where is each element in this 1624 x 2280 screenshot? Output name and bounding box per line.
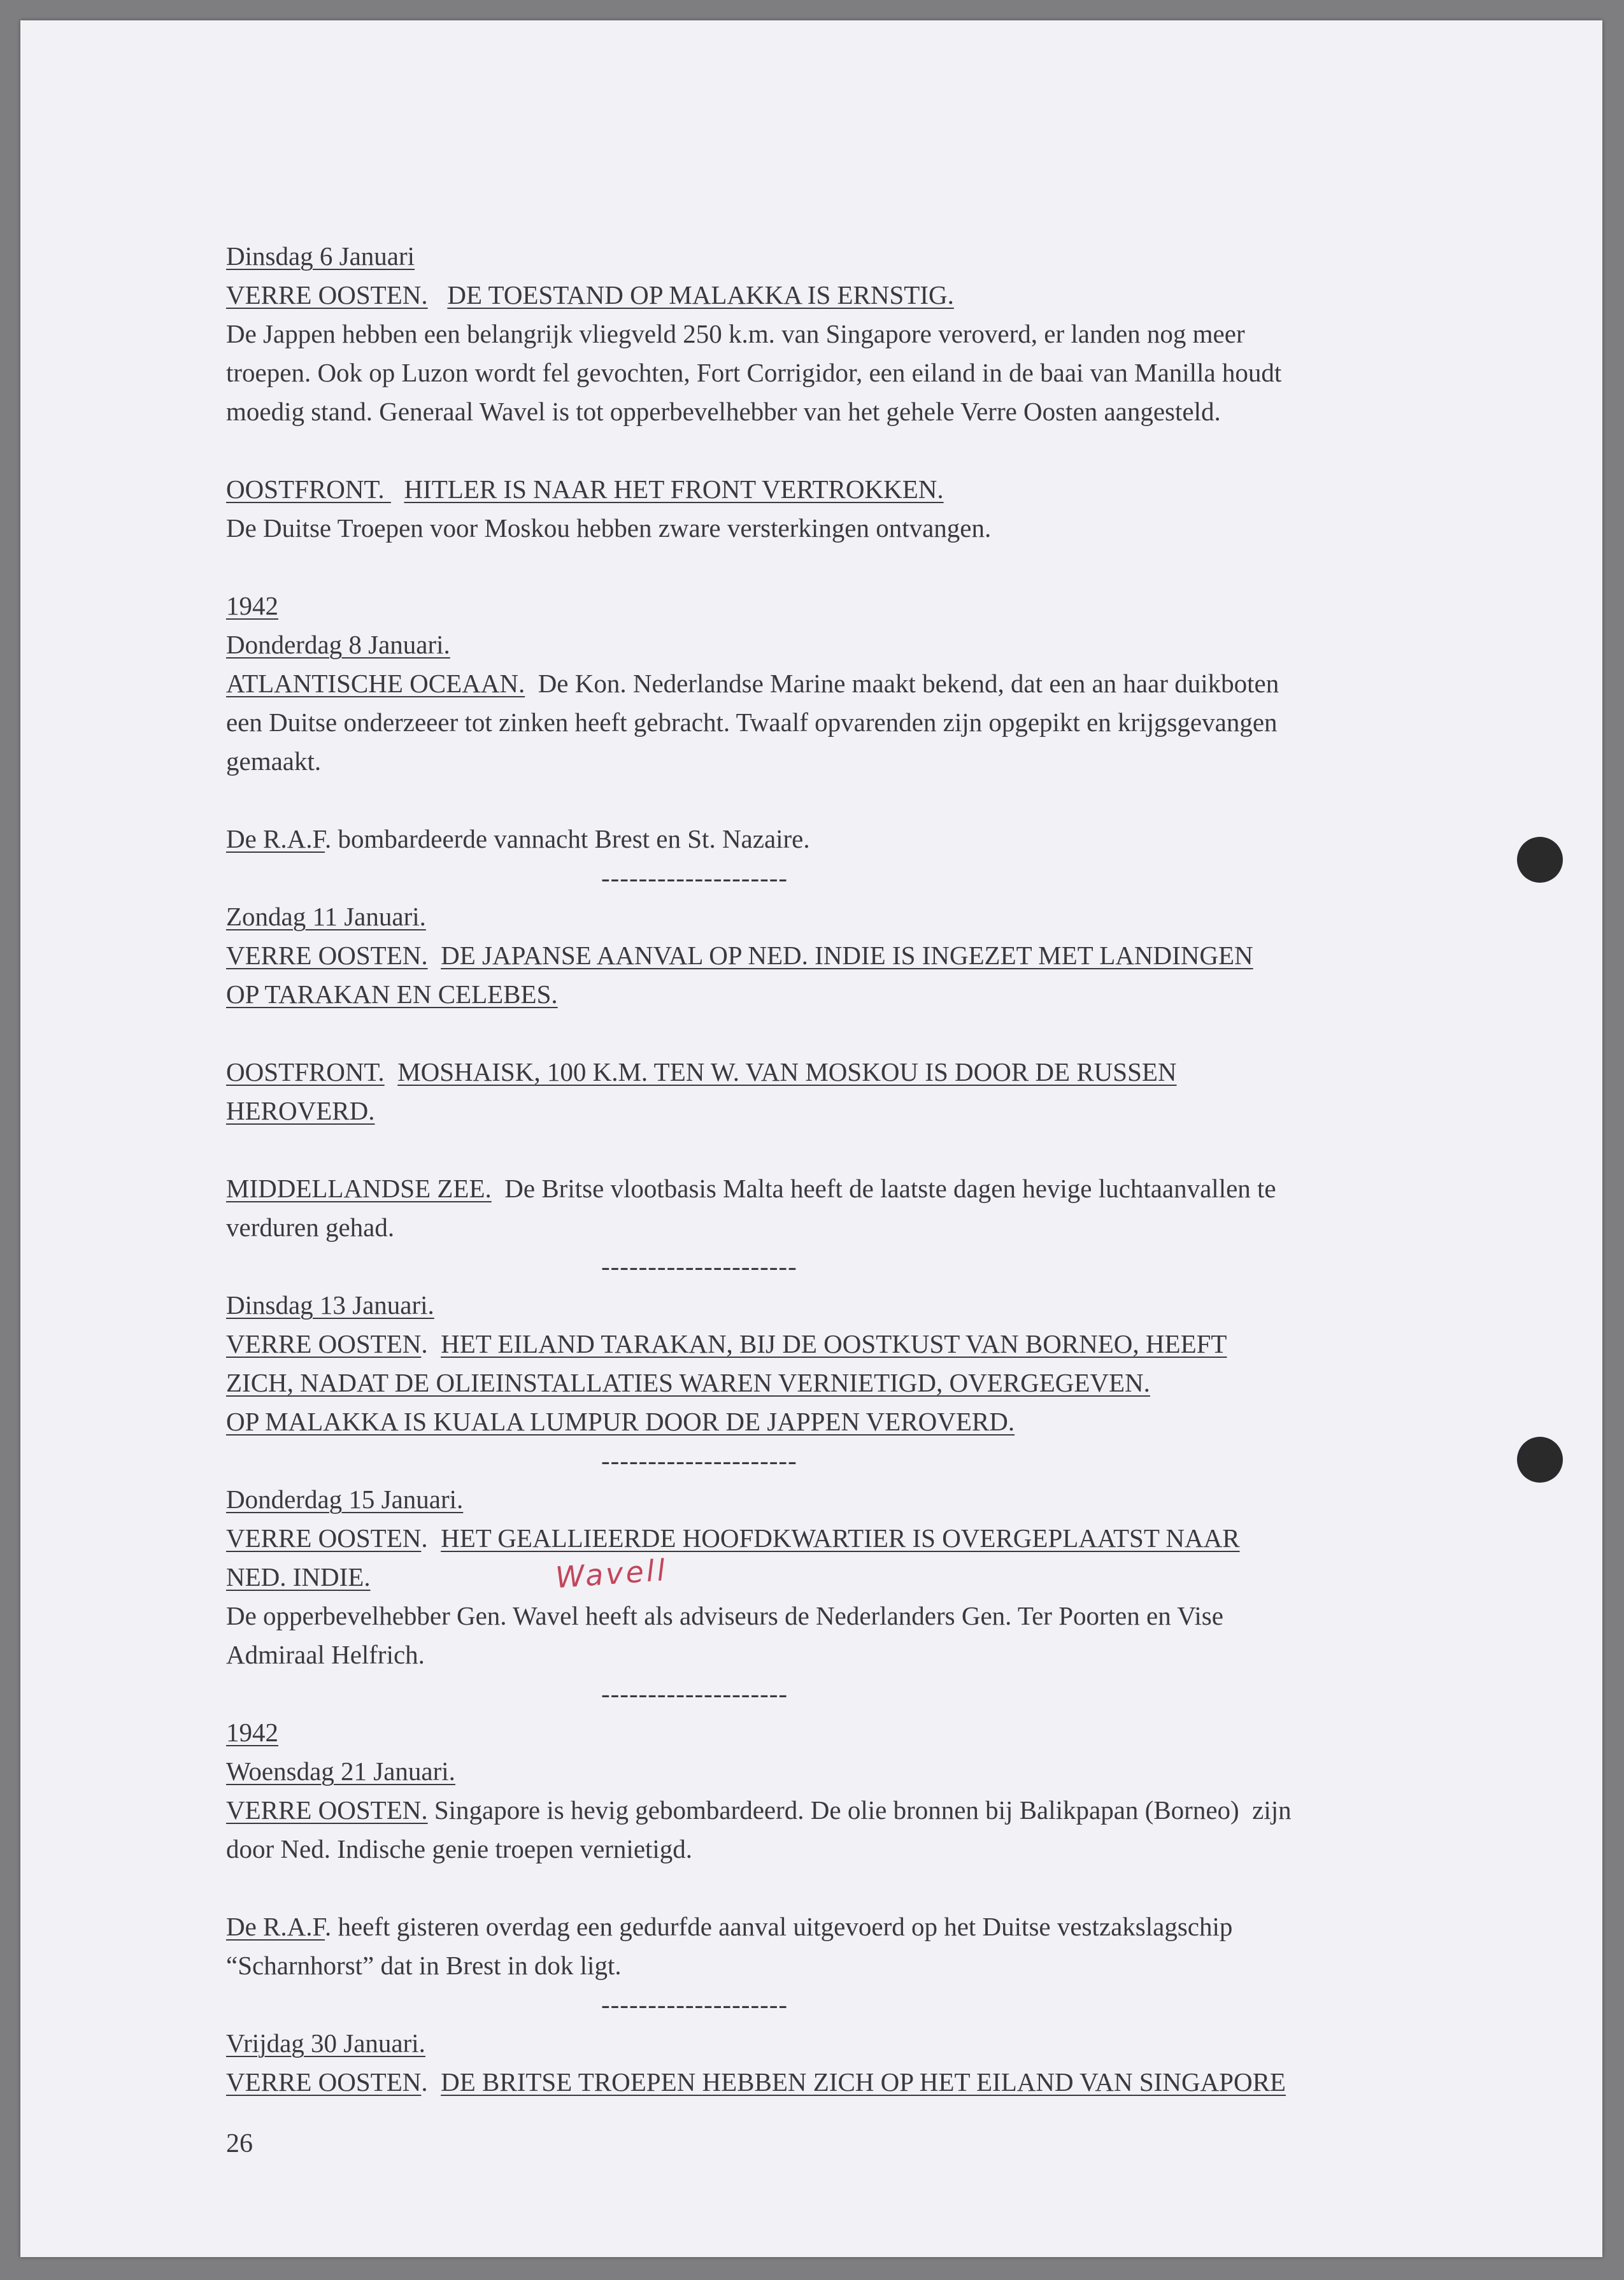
- underlined-text: HET GEALLIEERDE HOOFDKWARTIER IS OVERGEPLAATST NAAR: [441, 1523, 1240, 1553]
- text-line: [226, 513, 991, 543]
- underlined-text: Dinsdag 13 Januari.: [226, 1290, 434, 1320]
- text-line: [226, 1406, 1015, 1437]
- text-segment: De Britse vlootbasis Malta heeft de laatste dagen hevige luchtaanvallen te: [491, 1174, 1276, 1203]
- underlined-text: Zondag 11 Januari.: [226, 902, 426, 931]
- text-segment: gemaakt.: [226, 746, 322, 776]
- underlined-text: HITLER IS NAAR HET FRONT VERTROKKEN.: [404, 474, 944, 504]
- underlined-text: DE BRITSE TROEPEN HEBBEN ZICH OP HET EILAND VAN SINGAPORE: [441, 2067, 1286, 2097]
- underlined-text: OOSTFRONT.: [226, 474, 391, 504]
- underlined-text: OP MALAKKA IS KUALA LUMPUR DOOR DE JAPPEN VEROVERD.: [226, 1407, 1015, 1436]
- underlined-text: MOSHAISK, 100 K.M. TEN W. VAN MOSKOU IS DOOR DE RUSSEN: [397, 1057, 1177, 1087]
- underlined-text: Woensdag 21 Januari.: [226, 1756, 455, 1786]
- text-line: [226, 318, 1245, 349]
- text-segment: door Ned. Indische genie troepen vernietigd.: [226, 1834, 693, 1863]
- text-line: [226, 2067, 1286, 2097]
- text-segment: [428, 280, 448, 310]
- text-line: [226, 396, 1221, 427]
- text-line: [226, 629, 450, 660]
- handwritten-annotation: Wavell: [554, 1552, 669, 1595]
- text-segment: De Kon. Nederlandse Marine maakt bekend, dat een an haar duikboten: [525, 669, 1279, 698]
- separator-line: [601, 862, 788, 893]
- text-segment: .: [421, 2067, 441, 2097]
- underlined-text: OOSTFRONT.: [226, 1057, 385, 1087]
- text-line: [226, 1484, 463, 1514]
- text-line: [226, 590, 278, 621]
- text-line: [226, 357, 1281, 388]
- text-line: [226, 1717, 278, 1748]
- text-segment: moedig stand. Generaal Wavel is tot opperbevelhebber van het gehele Verre Oosten aangesteld.: [226, 397, 1221, 426]
- punch-hole-upper: [1517, 837, 1563, 883]
- text-segment: verduren gehad.: [226, 1213, 395, 1242]
- text-segment: De Duitse Troepen voor Moskou hebben zware versterkingen ontvangen.: [226, 513, 992, 543]
- punch-hole-lower: [1517, 1437, 1563, 1483]
- underlined-text: Donderdag 15 Januari.: [226, 1485, 464, 1514]
- underlined-text: ZICH, NADAT DE OLIEINSTALLATIES WAREN VERNIETIGD, OVERGEGEVEN.: [226, 1368, 1150, 1397]
- underlined-text: OP TARAKAN EN CELEBES.: [226, 980, 558, 1009]
- text-line: [226, 668, 1279, 699]
- underlined-text: DE TOESTAND OP MALAKKA IS ERNSTIG.: [447, 280, 954, 310]
- underlined-text: VERRE OOSTEN.: [226, 941, 428, 970]
- separator-line: [601, 1445, 797, 1476]
- underlined-text: De R.A.F: [226, 1912, 325, 1941]
- text-line: [226, 940, 1253, 971]
- text-segment: . bombardeerde vannacht Brest en St. Nazaire.: [325, 824, 810, 853]
- text-line: [226, 2028, 425, 2058]
- text-line: [226, 1095, 374, 1126]
- text-segment: ---------------------: [601, 1446, 797, 1475]
- separator-line: [601, 1989, 788, 2020]
- text-segment: .: [421, 1329, 441, 1358]
- page-number: 26: [226, 2129, 253, 2158]
- text-segment: --------------------: [601, 1679, 788, 1708]
- text-line: [226, 1367, 1150, 1398]
- text-segment: De Jappen hebben een belangrijk vliegveld 250 k.m. van Singapore veroverd, er landen nog meer: [226, 319, 1245, 348]
- separator-line: [601, 1678, 788, 1709]
- text-line: [226, 1523, 1240, 1553]
- text-line: [226, 1911, 1232, 1942]
- text-line: [226, 1639, 425, 1670]
- separator-line: [601, 1251, 797, 1281]
- underlined-text: HET EILAND TARAKAN, BIJ DE OOSTKUST VAN BORNEO, HEEFT: [441, 1329, 1227, 1358]
- text-line: [226, 1795, 1292, 1825]
- text-segment: een Duitse onderzeeer tot zinken heeft gebracht. Twaalf opvarenden zijn opgepikt en krijgsgevangen: [226, 708, 1278, 737]
- text-line: [226, 1562, 371, 1592]
- document-page: [20, 20, 1602, 2257]
- text-line: [226, 1756, 455, 1786]
- text-line: [226, 1057, 1177, 1087]
- text-line: [226, 707, 1278, 737]
- underlined-text: 1942: [226, 1718, 278, 1747]
- text-segment: Singapore is hevig gebombardeerd. De olie bronnen bij Balikpapan (Borneo) zijn: [427, 1795, 1292, 1825]
- text-segment: “Scharnhorst” dat in Brest in dok ligt.: [226, 1951, 622, 1980]
- text-segment: troepen. Ook op Luzon wordt fel gevochten, Fort Corrigidor, een eiland in de baai van Manilla houdt: [226, 358, 1282, 387]
- text-line: [226, 901, 426, 932]
- underlined-text: Vrijdag 30 Januari.: [226, 2028, 425, 2058]
- underlined-text: De R.A.F: [226, 824, 325, 853]
- underlined-text: VERRE OOSTEN: [226, 2067, 422, 2097]
- underlined-text: Donderdag 8 Januari.: [226, 630, 450, 659]
- text-line: [226, 1329, 1227, 1359]
- text-line: [226, 1950, 622, 1981]
- underlined-text: DE JAPANSE AANVAL OP NED. INDIE IS INGEZET MET LANDINGEN: [441, 941, 1253, 970]
- text-segment: De opperbevelhebber Gen. Wavel heeft als adviseurs de Nederlanders Gen. Ter Poorten en Vise: [226, 1601, 1223, 1630]
- text-line: [226, 474, 944, 504]
- text-line: [226, 1290, 434, 1320]
- text-segment: [428, 941, 441, 970]
- text-line: [226, 1212, 394, 1243]
- underlined-text: VERRE OOSTEN: [226, 1329, 422, 1358]
- text-line: [226, 823, 810, 854]
- text-segment: [385, 1057, 398, 1087]
- underlined-text: 1942: [226, 591, 278, 620]
- underlined-text: MIDDELLANDSE ZEE.: [226, 1174, 492, 1203]
- text-segment: .: [421, 1523, 441, 1553]
- underlined-text: VERRE OOSTEN: [226, 1523, 422, 1553]
- underlined-text: NED. INDIE.: [226, 1562, 371, 1592]
- text-line: [226, 1173, 1276, 1204]
- underlined-text: ATLANTISCHE OCEAAN.: [226, 669, 525, 698]
- text-segment: [391, 474, 404, 504]
- text-line: [226, 979, 558, 1009]
- text-segment: --------------------: [601, 863, 788, 892]
- underlined-text: VERRE OOSTEN.: [226, 280, 428, 310]
- text-segment: Admiraal Helfrich.: [226, 1640, 425, 1669]
- text-line: [226, 241, 415, 271]
- text-line: [226, 746, 321, 776]
- text-line: [226, 280, 954, 310]
- text-segment: ---------------------: [601, 1251, 797, 1281]
- text-line: [226, 1600, 1223, 1631]
- underlined-text: Dinsdag 6 Januari: [226, 241, 415, 271]
- underlined-text: VERRE OOSTEN.: [226, 1795, 428, 1825]
- underlined-text: HEROVERD.: [226, 1096, 375, 1125]
- text-line: [226, 1834, 692, 1864]
- text-segment: --------------------: [601, 1990, 788, 2019]
- text-segment: . heeft gisteren overdag een gedurfde aanval uitgevoerd op het Duitse vestzakslagschip: [325, 1912, 1233, 1941]
